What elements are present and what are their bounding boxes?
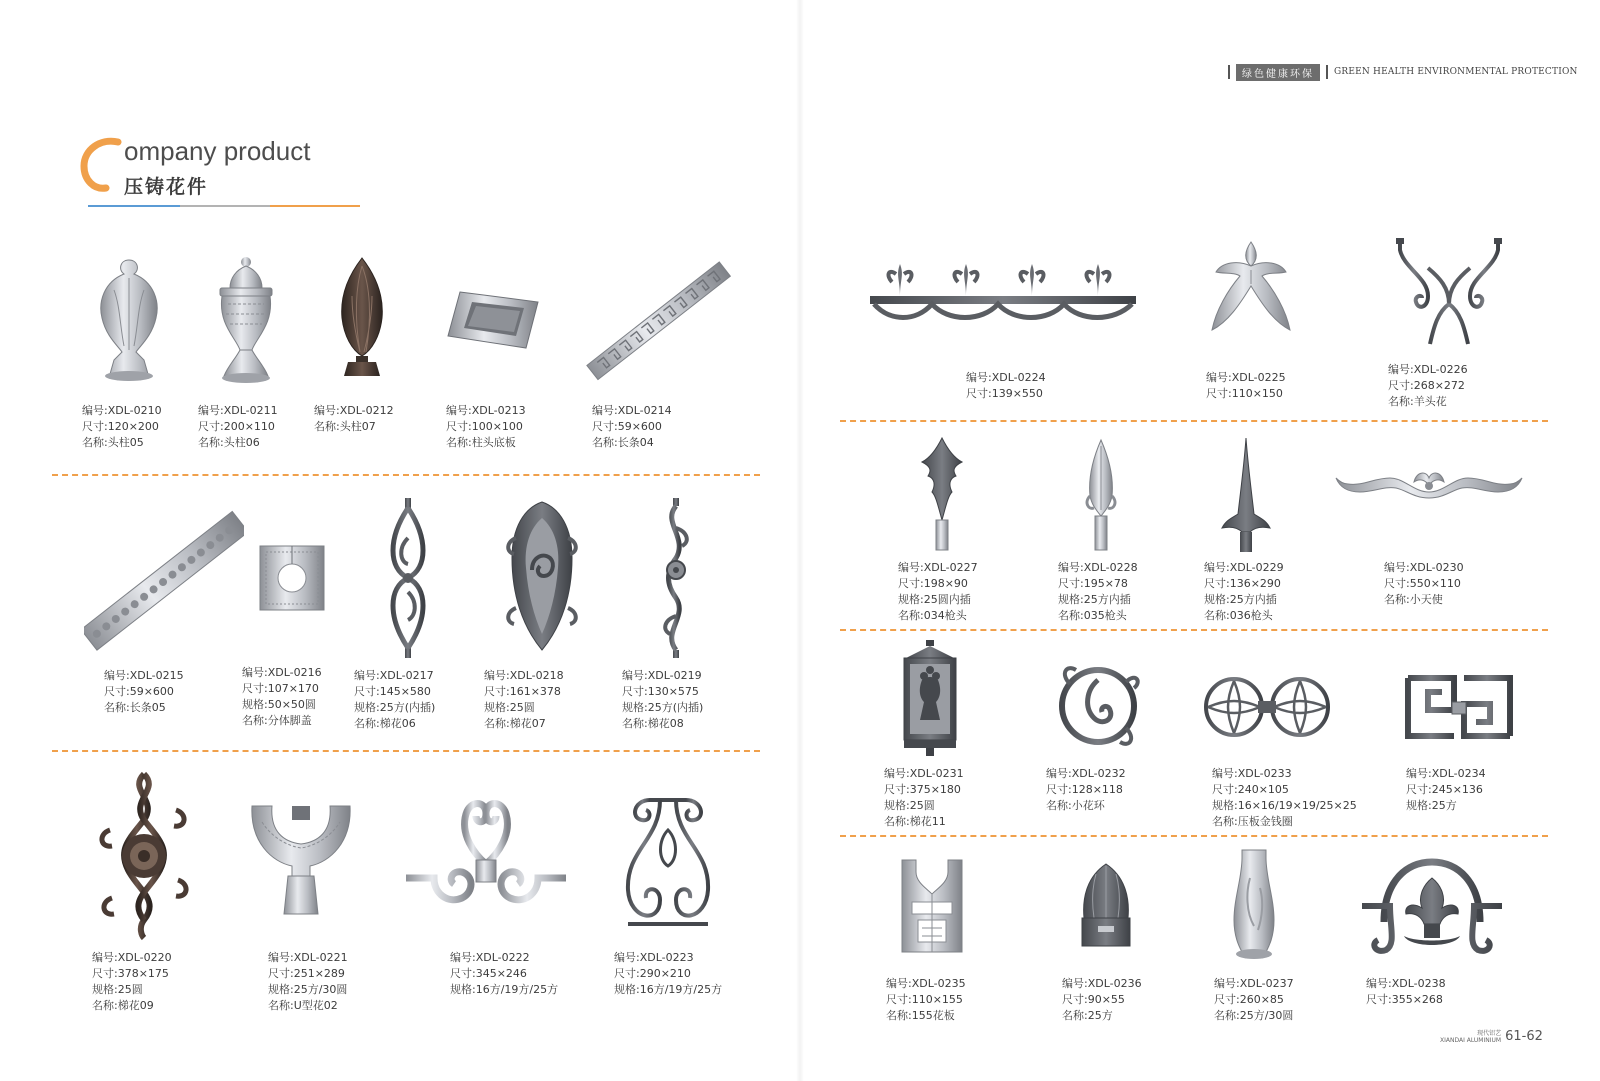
- folio-brand-en: XIANDAI ALUMINIUM: [1440, 1037, 1502, 1044]
- product-detail: 名称:034枪头: [898, 609, 967, 622]
- product-detail: 尺寸:550×110: [1384, 577, 1461, 590]
- product-detail: 规格:25圆: [884, 799, 935, 812]
- product-detail: 规格:25方: [1406, 799, 1457, 812]
- product-code: 编号:XDL-0224: [966, 371, 1046, 384]
- product-detail: 规格:16×16/19×19/25×25: [1212, 799, 1357, 812]
- product-code: 编号:XDL-0223: [614, 951, 694, 964]
- product-xdl-0233: [1202, 666, 1382, 830]
- product-code: 编号:XDL-0222: [450, 951, 530, 964]
- title-english: ompany product: [124, 136, 311, 166]
- row-divider: [52, 474, 760, 476]
- product-detail: 规格:25方(内插): [354, 701, 436, 714]
- product-code: 编号:XDL-0213: [446, 404, 526, 417]
- product-code: 编号:XDL-0220: [92, 951, 172, 964]
- product-detail: 名称:长条04: [592, 436, 654, 449]
- product-code: 编号:XDL-0219: [622, 669, 702, 682]
- product-xdl-0227: [898, 434, 1018, 624]
- product-code: 编号:XDL-0232: [1046, 767, 1126, 780]
- product-code: 编号:XDL-0230: [1384, 561, 1464, 574]
- product-xdl-0223: [614, 790, 764, 1030]
- vase-sleeve-icon: [1226, 848, 1282, 960]
- product-detail: 尺寸:120×200: [82, 420, 159, 433]
- spear-head-icon: [1076, 436, 1126, 554]
- product-detail: 尺寸:195×78: [1058, 577, 1128, 590]
- product-detail: 名称:压板金钱圈: [1212, 815, 1293, 828]
- product-detail: 尺寸:251×289: [268, 967, 345, 980]
- product-xdl-0220: [84, 770, 224, 1030]
- product-detail: 名称:梯花07: [484, 717, 546, 730]
- scroll-cherub-icon: [1334, 462, 1524, 506]
- product-xdl-0211: [186, 250, 306, 460]
- ornate-panel-icon: [502, 498, 582, 654]
- title-c-logo-icon: [80, 136, 122, 192]
- product-detail: 规格:16方/19方/25方: [614, 983, 723, 996]
- product-detail: 名称:小天使: [1384, 593, 1443, 606]
- fleur-crest-strip-icon: [870, 252, 1136, 322]
- product-detail: 尺寸:375×180: [884, 783, 961, 796]
- product-code: 编号:XDL-0212: [314, 404, 394, 417]
- title-underline-orange: [270, 205, 360, 207]
- product-xdl-0234: [1400, 670, 1530, 830]
- product-code: 编号:XDL-0217: [354, 669, 434, 682]
- product-code: 编号:XDL-0226: [1388, 363, 1468, 376]
- spear-head-icon: [914, 436, 970, 554]
- small-wreath-icon: [1050, 660, 1146, 750]
- product-detail: 尺寸:355×268: [1366, 993, 1443, 1006]
- product-detail: 尺寸:139×550: [966, 387, 1043, 400]
- product-detail: 尺寸:198×90: [898, 577, 968, 590]
- product-xdl-0232: [1046, 660, 1166, 830]
- product-code: 编号:XDL-0235: [886, 977, 966, 990]
- page-numbers: 61-62: [1505, 1029, 1543, 1044]
- product-code: 编号:XDL-0221: [268, 951, 348, 964]
- product-detail: 名称:梯花11: [884, 815, 946, 828]
- product-detail: 尺寸:110×155: [886, 993, 963, 1006]
- leaf-ornament-icon: [1208, 240, 1294, 334]
- product-code: 编号:XDL-0210: [82, 404, 162, 417]
- product-code: 编号:XDL-0236: [1062, 977, 1142, 990]
- header-english-label: GREEN HEALTH ENVIRONMENTAL PROTECTION: [1334, 67, 1578, 77]
- product-code: 编号:XDL-0233: [1212, 767, 1292, 780]
- product-detail: 规格:25方/30圆: [268, 983, 348, 996]
- product-detail: 尺寸:290×210: [614, 967, 691, 980]
- row-divider: [52, 750, 760, 752]
- product-detail: 名称:155花板: [886, 1009, 955, 1022]
- product-code: 编号:XDL-0237: [1214, 977, 1294, 990]
- silver-finial-icon: [84, 256, 174, 386]
- product-code: 编号:XDL-0211: [198, 404, 278, 417]
- product-code: 编号:XDL-0228: [1058, 561, 1138, 574]
- page-gutter: [796, 0, 804, 1081]
- product-detail: 尺寸:240×105: [1212, 783, 1289, 796]
- row-divider: [840, 629, 1548, 631]
- product-detail: 规格:25方内插: [1204, 593, 1277, 606]
- product-detail: 尺寸:145×580: [354, 685, 431, 698]
- product-detail: 尺寸:200×110: [198, 420, 275, 433]
- product-code: 编号:XDL-0216: [242, 666, 322, 679]
- product-xdl-0212: [302, 250, 422, 460]
- folio-brand: [1440, 1030, 1501, 1044]
- row-divider: [840, 420, 1548, 422]
- flower-plate-icon: [898, 858, 966, 954]
- bronze-flame-finial-icon: [330, 256, 394, 386]
- product-detail: 名称:035枪头: [1058, 609, 1127, 622]
- product-xdl-0218: [482, 496, 612, 740]
- product-code: 编号:XDL-0227: [898, 561, 978, 574]
- vase-panel-icon: [900, 640, 960, 756]
- product-detail: 尺寸:245×136: [1406, 783, 1483, 796]
- product-detail: 名称:25方/30圆: [1214, 1009, 1294, 1022]
- product-xdl-0217: [352, 496, 478, 740]
- product-code: 编号:XDL-0214: [592, 404, 672, 417]
- double-scroll-icon: [404, 794, 568, 920]
- product-xdl-0226: [1390, 236, 1530, 410]
- product-detail: 名称:梯花09: [92, 999, 154, 1012]
- lyre-scroll-icon: [620, 790, 716, 930]
- product-xdl-0214: [580, 246, 740, 460]
- product-detail: 尺寸:107×170: [242, 682, 319, 695]
- product-code: 编号:XDL-0225: [1206, 371, 1286, 384]
- fret-pattern-icon: [1404, 674, 1514, 740]
- product-detail: 尺寸:128×118: [1046, 783, 1123, 796]
- product-xdl-0216: [236, 500, 356, 740]
- product-code: 编号:XDL-0234: [1406, 767, 1486, 780]
- product-code: 编号:XDL-0218: [484, 669, 564, 682]
- coin-rings-icon: [1202, 674, 1332, 740]
- product-detail: 名称:梯花06: [354, 717, 416, 730]
- split-foot-cover-icon: [258, 544, 326, 614]
- product-xdl-0222: [404, 790, 574, 1030]
- product-detail: 名称:分体脚盖: [242, 714, 312, 727]
- product-detail: 名称:头柱07: [314, 420, 376, 433]
- product-xdl-0224: [868, 244, 1144, 410]
- product-detail: 名称:036枪头: [1204, 609, 1273, 622]
- product-detail: 规格:50×50圆: [242, 698, 316, 711]
- ram-head-scroll-icon: [1394, 238, 1504, 346]
- title-chinese: 压铸花件: [124, 176, 209, 198]
- header-chinese-label: 绿色健康环保: [1236, 64, 1320, 81]
- product-detail: 尺寸:345×246: [450, 967, 527, 980]
- product-detail: 名称:U型花02: [268, 999, 338, 1012]
- product-detail: 尺寸:260×85: [1214, 993, 1284, 1006]
- product-detail: 尺寸:59×600: [104, 685, 174, 698]
- product-detail: 名称:小花环: [1046, 799, 1105, 812]
- product-xdl-0231: [884, 640, 1020, 830]
- product-code: 编号:XDL-0238: [1366, 977, 1446, 990]
- product-detail: 名称:头柱05: [82, 436, 144, 449]
- title-underline-gray: [180, 205, 270, 207]
- product-xdl-0236: [1060, 852, 1180, 1028]
- product-detail: 规格:16方/19方/25方: [450, 983, 559, 996]
- page-folio: [1440, 1029, 1543, 1044]
- product-code: 编号:XDL-0231: [884, 767, 964, 780]
- product-detail: 规格:25圆: [484, 701, 535, 714]
- product-xdl-0230: [1332, 434, 1532, 624]
- product-code: 编号:XDL-0229: [1204, 561, 1284, 574]
- product-detail: 规格:25圆: [92, 983, 143, 996]
- key-pattern-strip-icon: [584, 246, 732, 394]
- folio-brand-cn: 现代铝艺: [1477, 1030, 1502, 1037]
- product-detail: 尺寸:110×150: [1206, 387, 1283, 400]
- post-cap-icon: [1076, 862, 1136, 952]
- product-detail: 尺寸:161×378: [484, 685, 561, 698]
- u-shaped-bracket-icon: [248, 802, 354, 920]
- product-xdl-0225: [1194, 236, 1324, 410]
- scroll-baluster-icon: [380, 498, 436, 658]
- product-detail: 尺寸:268×272: [1388, 379, 1465, 392]
- beaded-strip-icon: [84, 500, 244, 660]
- section-title: [80, 132, 380, 212]
- product-detail: 尺寸:59×600: [592, 420, 662, 433]
- product-detail: 尺寸:130×575: [622, 685, 699, 698]
- product-xdl-0238: [1356, 852, 1516, 1028]
- product-xdl-0221: [248, 790, 388, 1030]
- product-detail: 名称:长条05: [104, 701, 166, 714]
- product-detail: 名称:梯花08: [622, 717, 684, 730]
- bronze-rosette-panel-icon: [98, 770, 190, 942]
- title-underline-blue: [88, 205, 180, 207]
- product-detail: 名称:柱头底板: [446, 436, 516, 449]
- product-detail: 名称:羊头花: [1388, 395, 1447, 408]
- row-divider: [840, 835, 1548, 837]
- product-detail: 尺寸:378×175: [92, 967, 169, 980]
- page-header: [1228, 64, 1578, 80]
- product-xdl-0229: [1204, 434, 1324, 624]
- product-detail: 尺寸:90×55: [1062, 993, 1125, 1006]
- product-xdl-0213: [430, 250, 570, 460]
- header-divider: [1326, 65, 1328, 79]
- product-xdl-0219: [622, 496, 752, 740]
- palmette-arch-icon: [1360, 852, 1504, 956]
- rosette-baluster-icon: [648, 498, 704, 658]
- post-base-plate-icon: [446, 282, 542, 354]
- product-detail: 名称:头柱06: [198, 436, 260, 449]
- product-detail: 规格:25圆内插: [898, 593, 971, 606]
- header-divider: [1228, 65, 1230, 79]
- product-detail: 规格:25方(内插): [622, 701, 704, 714]
- product-code: 编号:XDL-0215: [104, 669, 184, 682]
- silver-urn-finial-icon: [206, 254, 286, 388]
- product-xdl-0237: [1214, 848, 1334, 1028]
- product-detail: 规格:25方内插: [1058, 593, 1131, 606]
- product-detail: 尺寸:136×290: [1204, 577, 1281, 590]
- product-detail: 尺寸:100×100: [446, 420, 523, 433]
- spear-head-icon: [1218, 436, 1274, 554]
- product-xdl-0235: [886, 852, 1022, 1028]
- product-xdl-0215: [84, 500, 244, 740]
- product-xdl-0228: [1058, 434, 1178, 624]
- product-xdl-0210: [70, 250, 190, 460]
- product-detail: 名称:25方: [1062, 1009, 1113, 1022]
